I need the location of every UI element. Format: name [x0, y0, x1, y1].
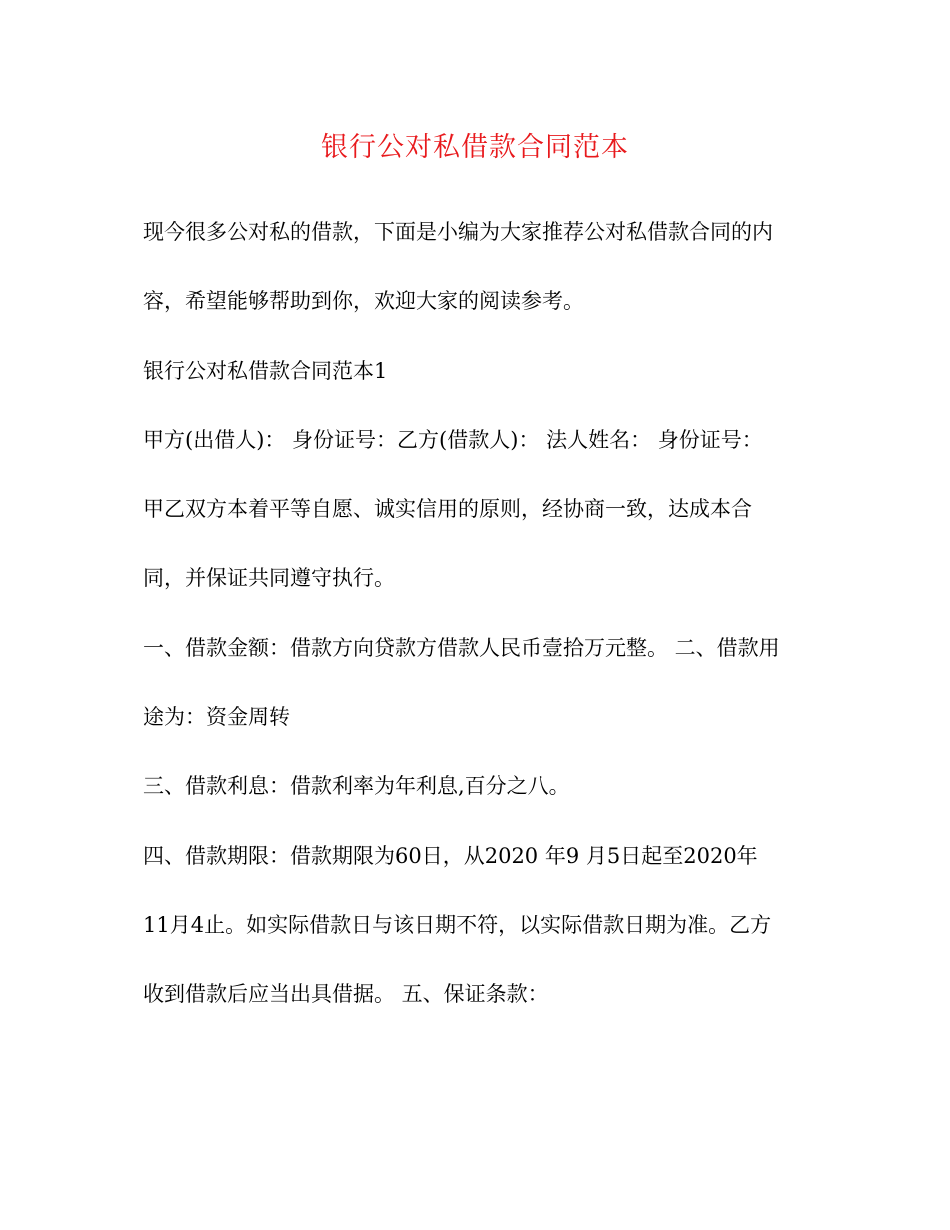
- clause-line: 途为：资金周转: [143, 705, 290, 730]
- party-info-line: 甲方(出借人)： 身份证号：乙方(借款人)： 法人姓名： 身份证号：: [143, 427, 763, 452]
- paragraph-line: 同，并保证共同遵守执行。: [143, 566, 395, 591]
- clause-line: 三、借款利息：借款利率为年利息,百分之八。: [143, 774, 570, 799]
- section-heading: 银行公对私借款合同范本1: [143, 358, 388, 383]
- paragraph-line: 甲乙双方本着平等自愿、诚实信用的原则，经协商一致，达成本合: [143, 497, 752, 522]
- document-body: [143, 212, 823, 1044]
- clause-line: 11月4止。如实际借款日与该日期不符，以实际借款日期为准。乙方: [143, 912, 772, 937]
- clause-line: 四、借款期限：借款期限为60日，从2020 年9 月5日起至2020年: [143, 843, 758, 868]
- clause-line: 一、借款金额：借款方向贷款方借款人民币壹拾万元整。 二、借款用: [143, 635, 780, 660]
- paragraph-line: 现今很多公对私的借款，下面是小编为大家推荐公对私借款合同的内: [143, 220, 773, 244]
- clause-line: 收到借款后应当出具借据。 五、保证条款：: [143, 982, 549, 1007]
- paragraph-line: 容，希望能够帮助到你，欢迎大家的阅读参考。: [143, 289, 584, 314]
- document-title: 银行公对私借款合同范本: [321, 132, 629, 163]
